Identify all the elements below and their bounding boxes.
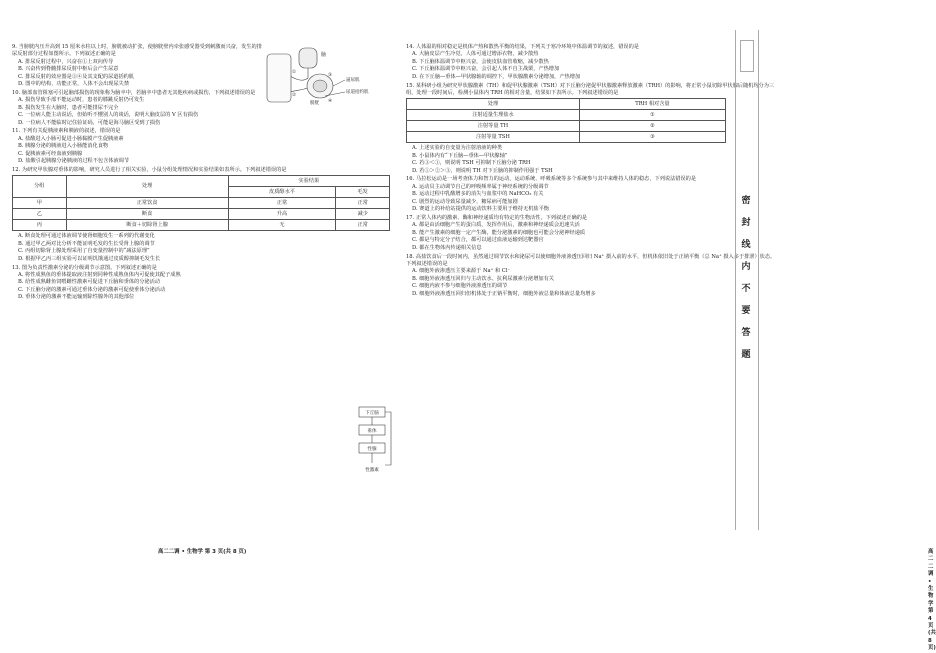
seal-char: 密 [741,196,751,206]
question-stem: 17. 正常人体内的激素、酶和神经递质均有特定的生物活性，下列叙述正确的是 [406,215,588,221]
option-a: A. 运动员主动调节自己的呼吸频率属于神经系统的分级调节 [412,183,549,190]
option-a: A. 将性成熟鱼的垂体提取液注射到同种性成熟鱼体内可促使其配子成熟 [18,271,181,278]
label-3: ③ [328,73,333,78]
option-a: A. 都是由活细胞产生的蛋白质，发挥作用后，激素和神经递质会迅速失活 [412,222,580,229]
seal-char: 不 [741,284,751,294]
question-13 [12,265,390,302]
header-hair: 毛发 [336,187,390,198]
option-b: B. 小鼠体内有“下丘脑—垂体—甲状腺轴” [412,152,508,159]
question-stem: 10. 脑部血管阻塞可引起脑部损伤的现象称为脑卒中，若脑卒中患者无其他疾病或损伤，下列叙述错误的是 [12,89,256,96]
option-c: C. 促胰液素可经血液到胰腺 [18,150,83,157]
option-a: A. 上述实验的自变量为注射溶液的种类 [412,145,503,152]
label-2: ② [292,93,297,98]
option-d: D. 若①＞②＞③，则说明 TH 对下丘脑的抑制作用强于 TSH [412,167,553,174]
experiment-table [12,175,390,231]
cell: 断食＋切除肾上腺 [66,220,228,231]
option-a: A. 大脑皮层产生冷觉，人体可通过增添衣物，减少散热 [412,51,539,58]
label-bladder: 膀胱 [310,101,319,106]
header-cortisol: 皮质醇水平 [228,187,336,198]
question-stem: 18. 高盐饮食后一段时间内，虽然通过调节饮水和泌尿可以使细胞外液渗透压回归 Na⁺ 摄入前的水平，但机体依旧处于正钠平衡（总 Na⁺ 摄入多于排泄）状态。下列叙述错误的是 [406,253,776,267]
option-c: C. 剧烈的运动导致尿量减少，糖尿病可能加剧 [412,198,518,205]
question-stem: 12. 为研究甲状腺对垂体的影响，研究人员进行了相关实验，小鼠分组处理情况和实验结果如表所示。下列叙述错误的是 [12,167,287,173]
right-column [406,44,780,298]
option-d: D. 图中的结构、功能正常，人体不会出现尿失禁 [18,81,130,88]
seal-char: 题 [741,350,751,360]
option-a: A. 细胞外液渗透压主要来源于 Na⁺ 和 Cl⁻ [412,268,511,275]
cell: ③ [579,132,725,143]
table-row [13,220,390,231]
question-16 [406,176,780,213]
label-pituitary: 垂体 [367,429,377,434]
header-result: 实验结果 [228,176,389,187]
label-hypothalamus: 下丘脑 [365,411,379,416]
page-footer: 高二二调 • 生物学 第 3 页(共 8 页) [158,549,247,555]
cell: ② [579,121,725,132]
option-d: D. 细胞外液渗透压回归但机体处于正钠平衡时，细胞外液总量和体液总量均增多 [412,290,596,297]
question-stem: 11. 下列有关促胰液素和胰液的叙述，错误的是 [12,128,121,135]
seal-char: 线 [741,240,751,250]
option-d: D. 都在生物体内传递相关信息 [412,244,482,251]
option-b: B. 下丘脑体温调节中枢兴奋，会使皮肤血管收缩，减少散热 [412,58,549,65]
label-sphincter: 尿道括约肌 [346,90,369,95]
option-c: C. 若③＜①，则说明 TSH 可抑制下丘脑分泌 TRH [412,160,531,167]
option-d: D. 赛道上的补给站提供的运动饮料主要用于维持无机盐平衡 [412,206,549,213]
question-11 [12,128,390,165]
label-4: ④ [328,99,333,104]
option-c: C. 细胞内液不参与细胞外液渗透压的调节 [412,283,508,290]
table-row [13,198,390,209]
cell: 丙 [13,220,67,231]
option-b: B. 给性成熟雌鱼饲喂雌性激素可促进下丘脑和垂体的分泌活动 [18,279,160,286]
cell: 注射等量 TH [407,121,580,132]
option-c: C. 排尿反射的效应器是③④及其支配的尿道括约肌 [18,73,135,80]
cell: ① [579,110,725,121]
header-treatment: 处理 [66,176,228,198]
option-b: B. 兴奋传到脊髓排尿反射中枢后会产生尿意 [18,66,119,73]
option-b: B. 胰腺分泌的胰液进入小肠能消化食物 [18,143,109,150]
option-c: C. 都是与特定分子结合，都可以通过血液运输到达靶器官 [412,237,544,244]
cell: 注射等量 TSH [407,132,580,143]
question-18 [406,254,780,298]
table-row [407,110,726,121]
option-a: A. 盐酸进入小肠可促进小肠黏膜产生促胰液素 [18,135,124,142]
option-c: C. 一位病人能主动说话，但始听不懂别人的谈话，说明大脑皮层的 V 区有损伤 [18,112,199,119]
cell: 减少 [336,209,390,220]
label-sex-hormone: 性激素 [365,468,379,473]
option-a: A. 排尿反射过程中，兴奋在①上双向传导 [18,58,114,65]
option-d: D. 一位病人不能临时记住验证码，可能是海马脑区受到了损伤 [18,119,161,126]
question-stem: 9. 当膀胱内压升高到 15 厘米水柱以上时，膀胱被动扩张，使膀胱壁内牵张感受器受到刺激而兴奋，发生的排尿反射部分过程如图所示。下列叙述正确的是 [12,44,262,58]
label-brain: 脑 [321,52,327,58]
question-stem: 14. 人体温的相对稳定是机体产热和散热平衡的结果，下列关于寒冷环境中体温调节的叙述，错误的是 [406,44,639,50]
question-15 [406,83,780,175]
seal-line-warning [739,190,753,366]
option-c: C. 下丘脑体温调节中枢兴奋，会引起人体不自主战栗，产热增加 [412,66,560,73]
option-b: B. 细胞外液渗透压回归与主动饮水、抗利尿激素分泌增加有关 [412,275,554,282]
question-17 [406,215,780,252]
question-14 [406,44,780,81]
option-c: C. 下丘脑分泌的激素可通过垂体分泌的激素可促使垂体分泌活动 [18,286,166,293]
cell: 正常饮食 [66,198,228,209]
question-12 [12,167,390,263]
page-footer: 高二二调 • 生物学 第 4 页(共 8 页) [928,549,936,652]
seal-char: 内 [741,262,751,272]
label-gonad: 性腺 [367,447,377,452]
option-d: D. 垂体分泌的激素不能运输到除性腺外的其他部位 [18,294,135,301]
option-d: D. 盐酸引起胰腺分泌胰液的过程不包含体液调节 [18,158,130,165]
option-c: C. 丙组切除肾上腺处理采用了自变量控制中的“减法原理” [18,248,150,255]
cell: 正常 [228,198,336,209]
option-b: B. 运动过程中乳酸增多的消失与血浆中的 NaHCO₃ 有关 [412,191,544,198]
left-page [0,0,400,565]
option-a: A. 损伤导致手部不能运动时，患者的膝跳反射仍可发生 [18,97,145,104]
question-stem: 15. 某科研小组为研究甲状腺激素（TH）和促甲状腺激素（TSH）对下丘脑分泌促甲状腺激素释放激素（TRH）的影响，将正常小鼠切除甲状腺后随机均分为三组，处理一段时间后，检测小鼠体内 TRH 的相对含量，结果如下表所示。下列叙述错误的是 [406,82,775,96]
cell: 注射适量生理盐水 [407,110,580,121]
cell: 无 [228,220,336,231]
label-1: ① [292,70,297,75]
seal-char: 要 [741,306,751,316]
table-row [407,132,726,143]
table-row [407,121,726,132]
table-row [13,209,390,220]
question-stem: 16. 马拉松运动是一场考查体力和智力的运动，运动系统、呼吸系统等多个系统参与其中来维持人体的稳态，下列说法错误的是 [406,176,697,183]
question-stem: 13. 图为负责性激素分泌的分级调节示意图。下列叙述正确的是 [12,264,157,271]
cell: 正常 [336,198,390,209]
seal-corner-box [740,40,754,72]
option-d: D. 在下丘脑—垂体—甲状腺轴的调控下，甲状腺激素分泌增加，产热增加 [412,73,581,80]
cell: 乙 [13,209,67,220]
option-a: A. 断食处理可通过体液调节使肾细胞发生一系列的代谢变化 [18,233,155,240]
cell: 断食 [66,209,228,220]
cell: 升高 [228,209,336,220]
header-group: 分组 [13,176,67,198]
cell: 正常 [336,220,390,231]
hormone-axis-figure [355,405,395,477]
trh-table [406,98,726,143]
option-b: B. 能产生激素的细胞一定产生酶，能分泌激素的细胞也可能会分泌神经递质 [412,229,586,236]
option-d: D. 根据甲乙丙三组实验可以证明饥饿通过皮质醇抑制毛发生长 [18,255,161,262]
label-detrusor: 逼尿肌 [346,78,360,83]
reflex-arc-figure [265,46,380,108]
seal-char: 封 [741,218,751,228]
header-treatment: 处理 [407,99,580,110]
cell: 甲 [13,198,67,209]
seal-char: 答 [741,328,751,338]
header-trh: TRH 相对含量 [579,99,725,110]
option-b: B. 通过甲乙两对比分析不能证明毛发的生长受肾上腺的调节 [18,240,155,247]
option-b: B. 损伤发生在大脑时，患者可能排尿不完全 [18,104,119,111]
